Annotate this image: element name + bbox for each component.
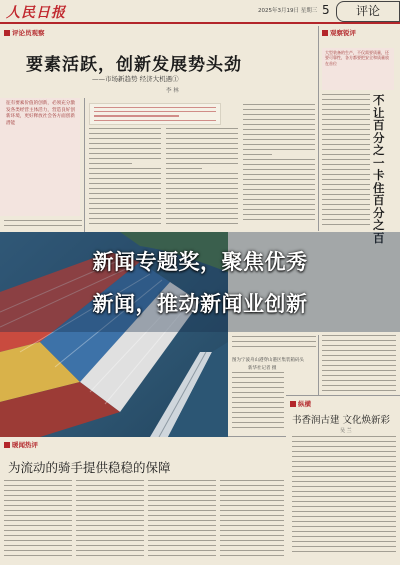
section-divider [286, 395, 400, 396]
section-marker-icon [290, 401, 296, 407]
sidebar-quote-text: 征有要素价值的创新，必须充分激发各类经营主体活力，营造良好创新环境，更好释放社会各方面创新潜能 [6, 101, 75, 126]
photo-caption: 图为宁波舟山港穿山港区集装箱码头 [232, 358, 304, 363]
section-marker-icon [4, 30, 10, 36]
bottom-body-column-4 [220, 480, 284, 565]
bottom-right-byline: 吴 兰 [340, 428, 352, 434]
bottom-right-body [292, 436, 396, 565]
bottom-body-column-1 [4, 480, 72, 565]
lead-body-column-4 [232, 372, 284, 434]
photo-credit: 新华社记者 摄 [248, 366, 277, 371]
lead-byline: 李 林 [166, 88, 179, 94]
lead-body-column-1 [89, 128, 161, 232]
section-label-top-right: 观察锐评 [322, 28, 356, 37]
section-label-bottom-left: 暖闻热评 [4, 440, 38, 449]
pull-quote-box [89, 103, 221, 125]
overlay-title-line-2: 新闻，推动新闻业创新 [92, 292, 308, 316]
lead-body-column-2 [166, 128, 238, 232]
column-divider [84, 98, 85, 232]
lead-subhead: ——市场新趋势 经济大机遇① [92, 75, 179, 83]
bottom-body-column-3 [148, 480, 216, 565]
section-marker-icon [322, 30, 328, 36]
section-label-bottom-right: 纵横 [290, 399, 311, 408]
masthead [0, 0, 400, 24]
right-lower-body-column [322, 335, 396, 393]
newspaper-logo: 人民日报 [6, 5, 66, 21]
right-vertical-headline: 不让百分之一卡住百分之百 [373, 93, 385, 245]
overlay-title-line-1: 新闻专题奖，聚焦优秀 [92, 250, 308, 274]
section-marker-icon [4, 442, 10, 448]
bottom-body-column-2 [76, 480, 144, 565]
lead-body-column-5 [232, 336, 316, 354]
right-summary-box [322, 48, 394, 90]
column-divider [318, 335, 319, 395]
lead-headline: 要素活跃，创新发展势头劲 [26, 55, 242, 75]
left-lower-text [4, 220, 82, 232]
right-body-column [322, 94, 370, 232]
lead-body-column-3 [243, 104, 315, 232]
section-label-top-left: 评论员观察 [4, 28, 45, 37]
sidebar-quote-box [0, 98, 80, 216]
page-section-label: 评论 [336, 1, 400, 22]
bottom-headline: 为流动的骑手提供稳稳的保障 [8, 460, 171, 475]
column-divider [318, 26, 319, 231]
page-number: 5 [322, 3, 330, 17]
issue-date: 2025年3月19日 星期三 [258, 8, 318, 14]
bottom-right-headline: 书香润古建 文化焕新彩 [292, 415, 391, 426]
right-summary-text: 大型装备的生产，不仅需要质量，还要可靠性，各方都要把安全和质量放在首位 [325, 50, 389, 66]
